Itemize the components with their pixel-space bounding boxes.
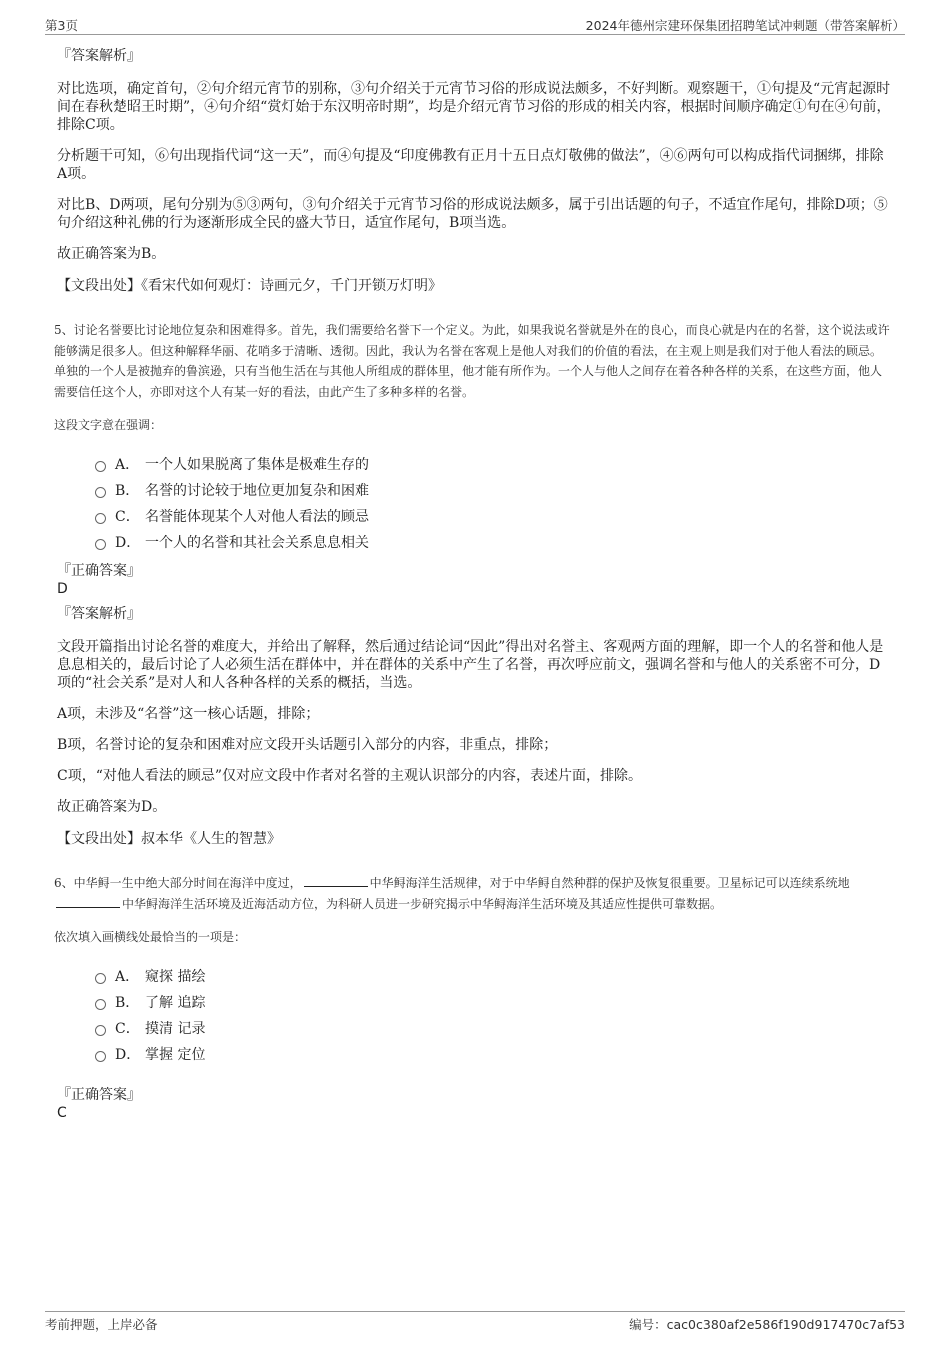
- q4-analysis-paragraph: 分析题干可知，⑥句出现指代词“这一天”，而④句提及“印度佛教有正月十五日点灯敬佛的做法”，④⑥两句可以构成指代词捆绑，排除A项。: [57, 148, 884, 182]
- q5-analysis-label: 『答案解析』: [57, 606, 141, 622]
- q5-options: [95, 452, 893, 556]
- q5-source: 【文段出处】叔本华《人生的智慧》: [57, 831, 281, 847]
- q5-answer-label: 『正确答案』: [57, 563, 141, 579]
- option-letter: A．: [115, 457, 140, 473]
- q5-question-text: 5、讨论名誉要比讨论地位复杂和困难得多。首先，我们需要给名誉下一个定义。为此，如果我说名誉就是外在的良心，而良心就是内在的名誉，这个说法或许能够满足很多人。但这种解释华丽、花哨多于清晰、透彻。因此，我认为名誉在客观上是他人对我们的价值的看法，在主观上则是我们对于他人看法的顾忌。单独的一个人是被抛弃的鲁滨逊，只有当他生活在与其他人所组成的群体里，他才能有所作为。一个人与他人之间存在着各种各样的关系，在这些方面，他人需要信任这个人，亦即对这个人有某一好的看法，由此产生了多种多样的名誉。: [54, 323, 890, 399]
- option-letter: B．: [115, 995, 140, 1011]
- page-content: [54, 46, 893, 1128]
- q4-source: 【文段出处】《看宋代如何观灯：诗画元夕，千门开锁万灯明》: [57, 278, 442, 294]
- q4-answer-conclusion: 故正确答案为B。: [57, 246, 166, 262]
- q5-option-c[interactable]: [95, 504, 893, 530]
- q4-analysis-paragraph: 对比选项，确定首句，②句介绍元宵节的别称，③句介绍关于元宵节习俗的形成说法颇多，不好判断。观察题干，①句提及“元宵起源时间在春秋楚昭王时期”，④句介绍“赏灯始于东汉明帝时期”，均是介绍元宵节习俗的形成的相关内容，根据时间顺序确定①句在④句前，排除C项。: [57, 81, 891, 133]
- q5-analysis-paragraph: C项，“对他人看法的顾忌”仅对应文段中作者对名誉的主观认识部分的内容，表述片面，排除。: [57, 768, 643, 784]
- option-letter: D．: [115, 1047, 141, 1063]
- q5-option-a[interactable]: [95, 452, 893, 478]
- footer-slogan: 考前押题，上岸必备: [45, 1317, 158, 1332]
- page-header: [45, 14, 905, 35]
- fill-blank: [56, 895, 120, 908]
- q6-prompt: 依次填入画横线处最恰当的一项是：: [54, 930, 247, 944]
- q5-analysis-paragraph: A项，未涉及“名誉”这一核心话题，排除；: [57, 706, 320, 722]
- option-letter: B．: [115, 483, 140, 499]
- q5-option-b[interactable]: [95, 478, 893, 504]
- radio-icon[interactable]: [95, 999, 106, 1010]
- option-text: 名誉能体现某个人对他人看法的顾忌: [145, 509, 369, 525]
- q6-answer: C: [57, 1105, 67, 1121]
- q6-question-text: [54, 873, 893, 914]
- radio-icon[interactable]: [95, 973, 106, 984]
- q5-answer-conclusion: 故正确答案为D。: [57, 799, 167, 815]
- q5-option-d[interactable]: [95, 530, 893, 556]
- option-text: 一个人如果脱离了集体是极难生存的: [145, 457, 369, 473]
- option-letter: D．: [115, 535, 141, 551]
- q6-text-part: 中华鲟海洋生活规律，对于中华鲟自然种群的保护及恢复很重要。卫星标记可以连续系统地: [369, 876, 850, 890]
- option-text: 摸清 记录: [145, 1021, 206, 1037]
- option-text: 了解 追踪: [145, 995, 206, 1011]
- fill-blank: [304, 874, 368, 887]
- q4-analysis-paragraph: 对比B、D两项，尾句分别为⑤③两句，③句介绍关于元宵节习俗的形成说法颇多，属于引出话题的句子，不适宜作尾句，排除D项；⑤句介绍这种礼佛的行为逐渐形成全民的盛大节日，适宜作尾句，B项当选。: [57, 197, 888, 231]
- option-text: 窥探 描绘: [145, 969, 206, 985]
- page-number: 第3页: [45, 18, 78, 33]
- document-title: 2024年德州宗建环保集团招聘笔试冲刺题（带答案解析）: [585, 18, 905, 33]
- q5-answer: D: [57, 581, 68, 597]
- q5-prompt: 这段文字意在强调：: [54, 418, 163, 432]
- q6-option-d[interactable]: [95, 1042, 893, 1068]
- q6-option-a[interactable]: [95, 964, 893, 990]
- option-text: 掌握 定位: [145, 1047, 206, 1063]
- radio-icon[interactable]: [95, 461, 106, 472]
- q5-analysis-paragraph: B项，名誉讨论的复杂和困难对应文段开头话题引入部分的内容，非重点，排除；: [57, 737, 558, 753]
- q6-answer-label: 『正确答案』: [57, 1087, 141, 1103]
- radio-icon[interactable]: [95, 1051, 106, 1062]
- option-text: 一个人的名誉和其社会关系息息相关: [145, 535, 369, 551]
- radio-icon[interactable]: [95, 513, 106, 524]
- document-id: 编号：cac0c380af2e586f190d917470c7af53: [629, 1317, 905, 1332]
- q6-option-c[interactable]: [95, 1016, 893, 1042]
- radio-icon[interactable]: [95, 1025, 106, 1036]
- q6-options: [95, 964, 893, 1068]
- option-letter: C．: [115, 1021, 140, 1037]
- option-letter: C．: [115, 509, 140, 525]
- radio-icon[interactable]: [95, 539, 106, 550]
- radio-icon[interactable]: [95, 487, 106, 498]
- option-text: 名誉的讨论较于地位更加复杂和困难: [145, 483, 369, 499]
- q6-text-part: 中华鲟海洋生活环境及近海活动方位，为科研人员进一步研究揭示中华鲟海洋生活环境及其适应性提供可靠数据。: [122, 896, 723, 911]
- q4-analysis-label: 『答案解析』: [57, 48, 141, 64]
- q6-option-b[interactable]: [95, 990, 893, 1016]
- q6-text-part: 6、中华鲟一生中绝大部分时间在海洋中度过，: [54, 876, 302, 890]
- page-footer: [45, 1311, 905, 1336]
- option-letter: A．: [115, 969, 140, 985]
- q5-analysis-paragraph: 文段开篇指出讨论名誉的难度大，并给出了解释，然后通过结论词“因此”得出对名誉主、客观两方面的理解，即一个人的名誉和他人是息息相关的，最后讨论了人必须生活在群体中，并在群体的关系中产生了名誉，再次呼应前文，强调名誉和与他人的关系密不可分，D项的“社会关系”是对人和人各种各样的关系的概括，当选。: [57, 639, 884, 691]
